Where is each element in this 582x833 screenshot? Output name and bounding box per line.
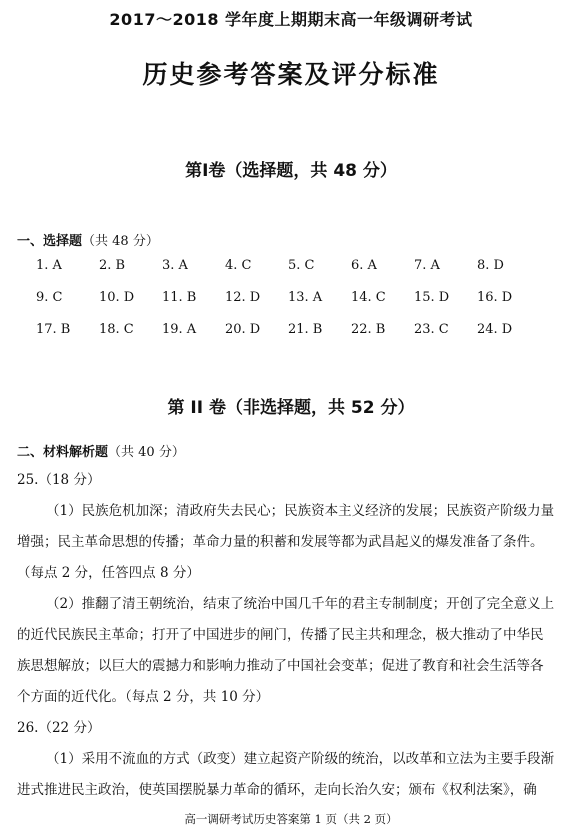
answer-grid	[36, 258, 556, 338]
answer-item: 8. D	[477, 258, 504, 273]
part-1-title: 第Ⅰ卷（选择题，共 48 分）	[185, 161, 397, 181]
answer-item: 22. B	[351, 322, 386, 337]
text-line: （1）民族危机加深；清政府失去民心；民族资本主义经济的发展；民族资产阶级力量	[46, 503, 555, 519]
answer-item: 1. A	[36, 258, 62, 273]
answer-item: 23. C	[414, 322, 449, 337]
answer-item: 24. D	[477, 322, 513, 337]
section-2-score: （共 40 分）	[108, 445, 185, 460]
text-line: 26.（22 分）	[17, 720, 101, 736]
answer-item: 13. A	[288, 290, 323, 305]
section-1-heading	[17, 230, 159, 249]
answer-item: 18. C	[99, 322, 134, 337]
section-2-heading	[17, 441, 185, 460]
answer-item: 21. B	[288, 322, 323, 337]
text-line: 个方面的近代化。（每点 2 分，共 10 分）	[17, 689, 270, 705]
text-line: 25.（18 分）	[17, 472, 101, 488]
answer-text-block	[17, 465, 565, 806]
answer-item: 11. B	[162, 290, 197, 305]
answer-item: 17. B	[36, 322, 71, 337]
section-1-label: 一、选择题	[17, 234, 83, 249]
answer-item: 2. B	[99, 258, 126, 273]
section-2-label: 二、材料解析题	[17, 445, 109, 460]
text-line: （1）采用不流血的方式（政变）建立起资产阶级的统治，以改革和立法为主要手段渐	[46, 751, 555, 767]
answer-item: 4. C	[225, 258, 252, 273]
answer-item: 9. C	[36, 290, 63, 305]
answer-item: 19. A	[162, 322, 197, 337]
section-1-score: （共 48 分）	[82, 234, 159, 249]
text-line: 进式推进民主政治，使英国摆脱暴力革命的循环，走向长治久安；颁布《权利法案》，确	[17, 782, 537, 798]
text-line: （2）推翻了清王朝统治，结束了统治中国几千年的君主专制制度；开创了完全意义上	[46, 596, 555, 612]
part-2-title: 第 II 卷（非选择题，共 52 分）	[167, 398, 415, 418]
answer-item: 12. D	[225, 290, 261, 305]
answer-item: 6. A	[351, 258, 377, 273]
answer-item: 20. D	[225, 322, 261, 337]
answer-item: 10. D	[99, 290, 135, 305]
document-title: 历史参考答案及评分标准	[142, 60, 440, 89]
text-line: 族思想解放；以巨大的震撼力和影响力推动了中国社会变革；促进了教育和社会生活等各	[17, 658, 544, 674]
exam-title: 2017～2018 学年度上期期末高一年级调研考试	[109, 10, 473, 29]
answer-item: 14. C	[351, 290, 386, 305]
page-footer: 高一调研考试历史答案第 1 页（共 2 页）	[184, 812, 398, 826]
answer-item: 7. A	[414, 258, 440, 273]
text-line: 增强；民主革命思想的传播；革命力量的积蓄和发展等都为武昌起义的爆发准备了条件。	[17, 534, 544, 550]
answer-item: 5. C	[288, 258, 315, 273]
answer-item: 16. D	[477, 290, 513, 305]
text-line: 的近代民族民主革命；打开了中国进步的闸门，传播了民主共和理念，极大推动了中华民	[17, 627, 544, 643]
text-line: （每点 2 分，任答四点 8 分）	[17, 565, 200, 581]
answer-item: 15. D	[414, 290, 450, 305]
answer-item: 3. A	[162, 258, 188, 273]
